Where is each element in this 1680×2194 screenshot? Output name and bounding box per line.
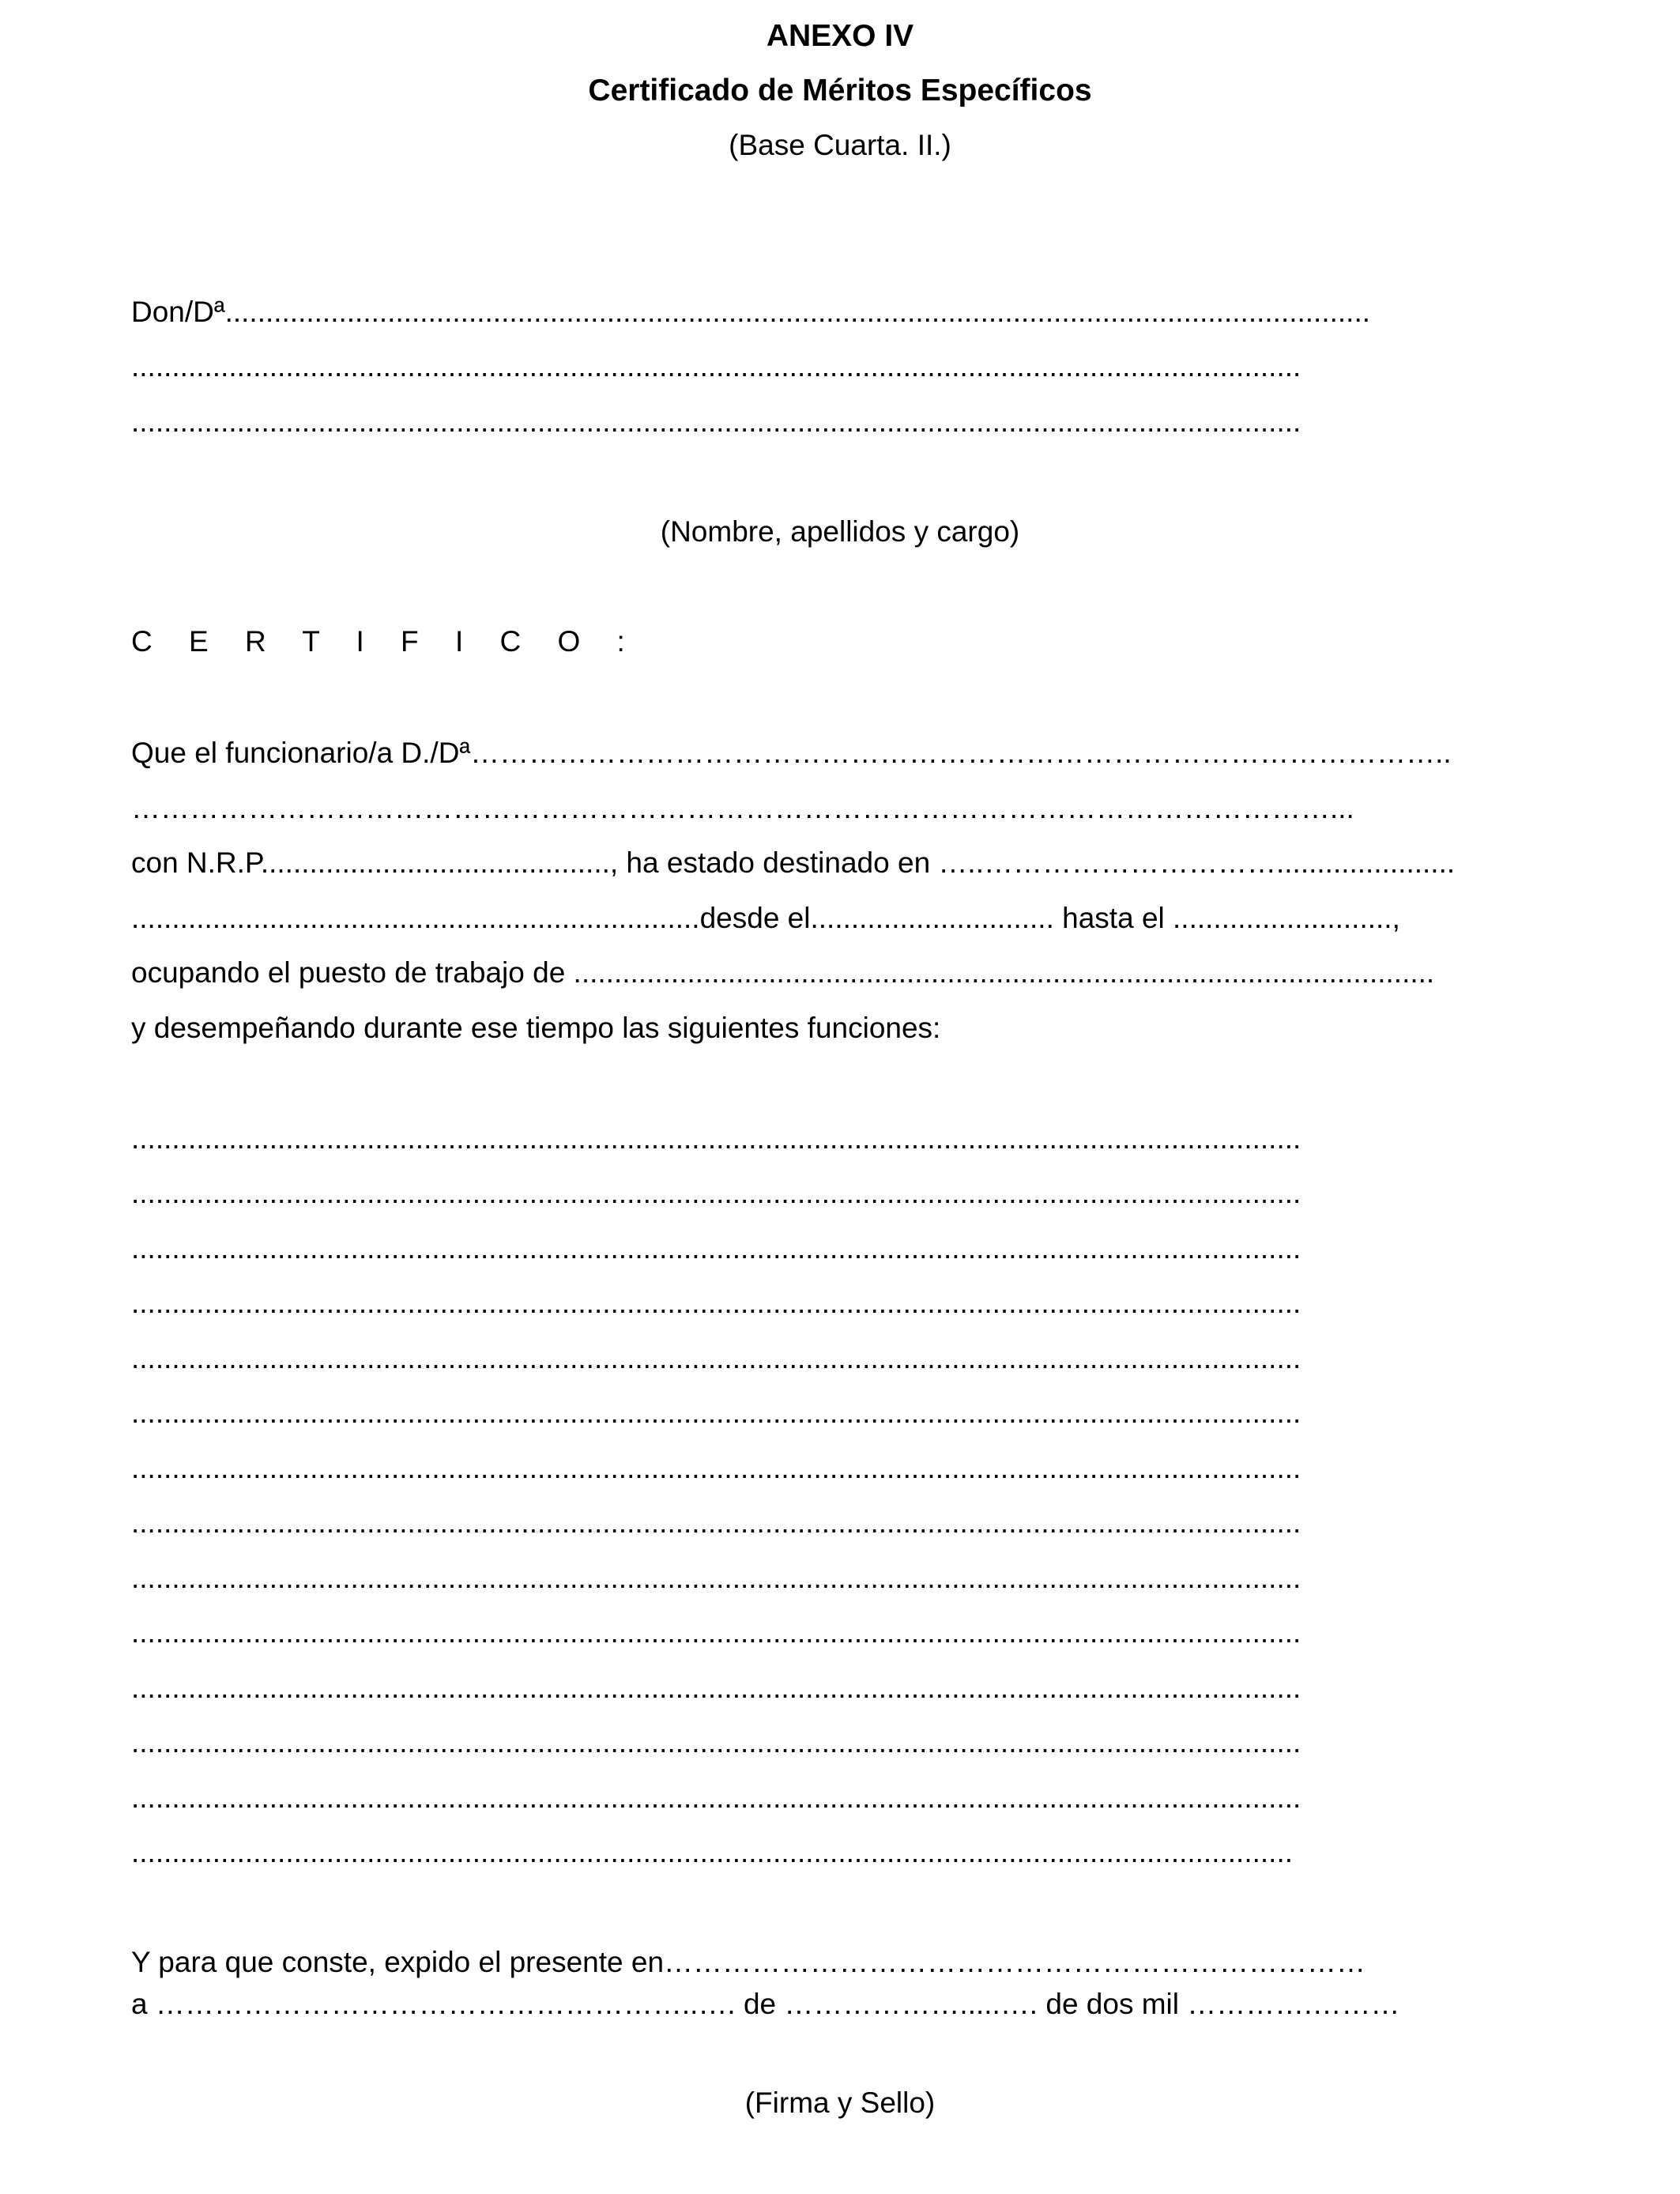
body-line-6: y desempeñando durante ese tiempo las siguientes funciones:	[131, 1012, 941, 1044]
document-title: ANEXO IV	[766, 19, 914, 53]
certifico-heading: C E R T I F I C O :	[131, 625, 639, 658]
functions-line: ................................................................................................................................................	[131, 1562, 1301, 1594]
body-line-1: Que el funcionario/a D./Dª………………………………………………………………………………………..	[131, 737, 1452, 769]
document-subtitle: Certificado de Méritos Específicos	[588, 74, 1092, 107]
functions-line: ................................................................................................................................................	[131, 1506, 1301, 1539]
functions-line: ................................................................................................................................................	[131, 1726, 1301, 1759]
closing-line-2: a ………………………………………………..…. de ……………….....…. de dos mil ………….………	[131, 1988, 1400, 2020]
functions-line: ................................................................................................................................................	[131, 1397, 1301, 1429]
functions-line: ................................................................................................................................................	[131, 1342, 1301, 1374]
functions-line: ................................................................................................................................................	[131, 1177, 1301, 1209]
signature-caption: (Firma y Sello)	[744, 2087, 936, 2119]
functions-line: ................................................................................................................................................	[131, 1781, 1301, 1814]
functions-line: ................................................................................................................................................	[131, 1232, 1301, 1265]
functions-line: ................................................................................................................................................	[131, 1452, 1301, 1484]
identity-line-1: Don/Dª.............................................................................................................................................	[131, 296, 1371, 328]
functions-line: ................................................................................................................................................	[131, 1287, 1301, 1319]
identity-line-3: ................................................................................................................................................	[131, 405, 1301, 438]
functions-line: ...............................................................................................................................................	[131, 1836, 1294, 1868]
identity-line-2: ................................................................................................................................................	[131, 350, 1301, 383]
body-line-2: ……………………………………………………………………………………………………………...	[131, 792, 1354, 824]
identity-caption: (Nombre, apellidos y cargo)	[660, 515, 1020, 548]
body-line-4: ......................................................................desde el.............................. hasta el ...........................,	[131, 902, 1400, 934]
base-reference: (Base Cuarta. II.)	[729, 129, 951, 161]
closing-line-1: Y para que conste, expido el presente en………………………………………………………………	[131, 1946, 1366, 1978]
functions-line: ................................................................................................................................................	[131, 1672, 1301, 1704]
functions-line: ................................................................................................................................................	[131, 1122, 1301, 1155]
body-line-3: con N.R.P..........................................., ha estado destinado en …..…………………………......................	[131, 846, 1456, 879]
body-line-5: ocupando el puesto de trabajo de ..........................................................................................................	[131, 956, 1435, 989]
functions-line: ................................................................................................................................................	[131, 1616, 1301, 1649]
